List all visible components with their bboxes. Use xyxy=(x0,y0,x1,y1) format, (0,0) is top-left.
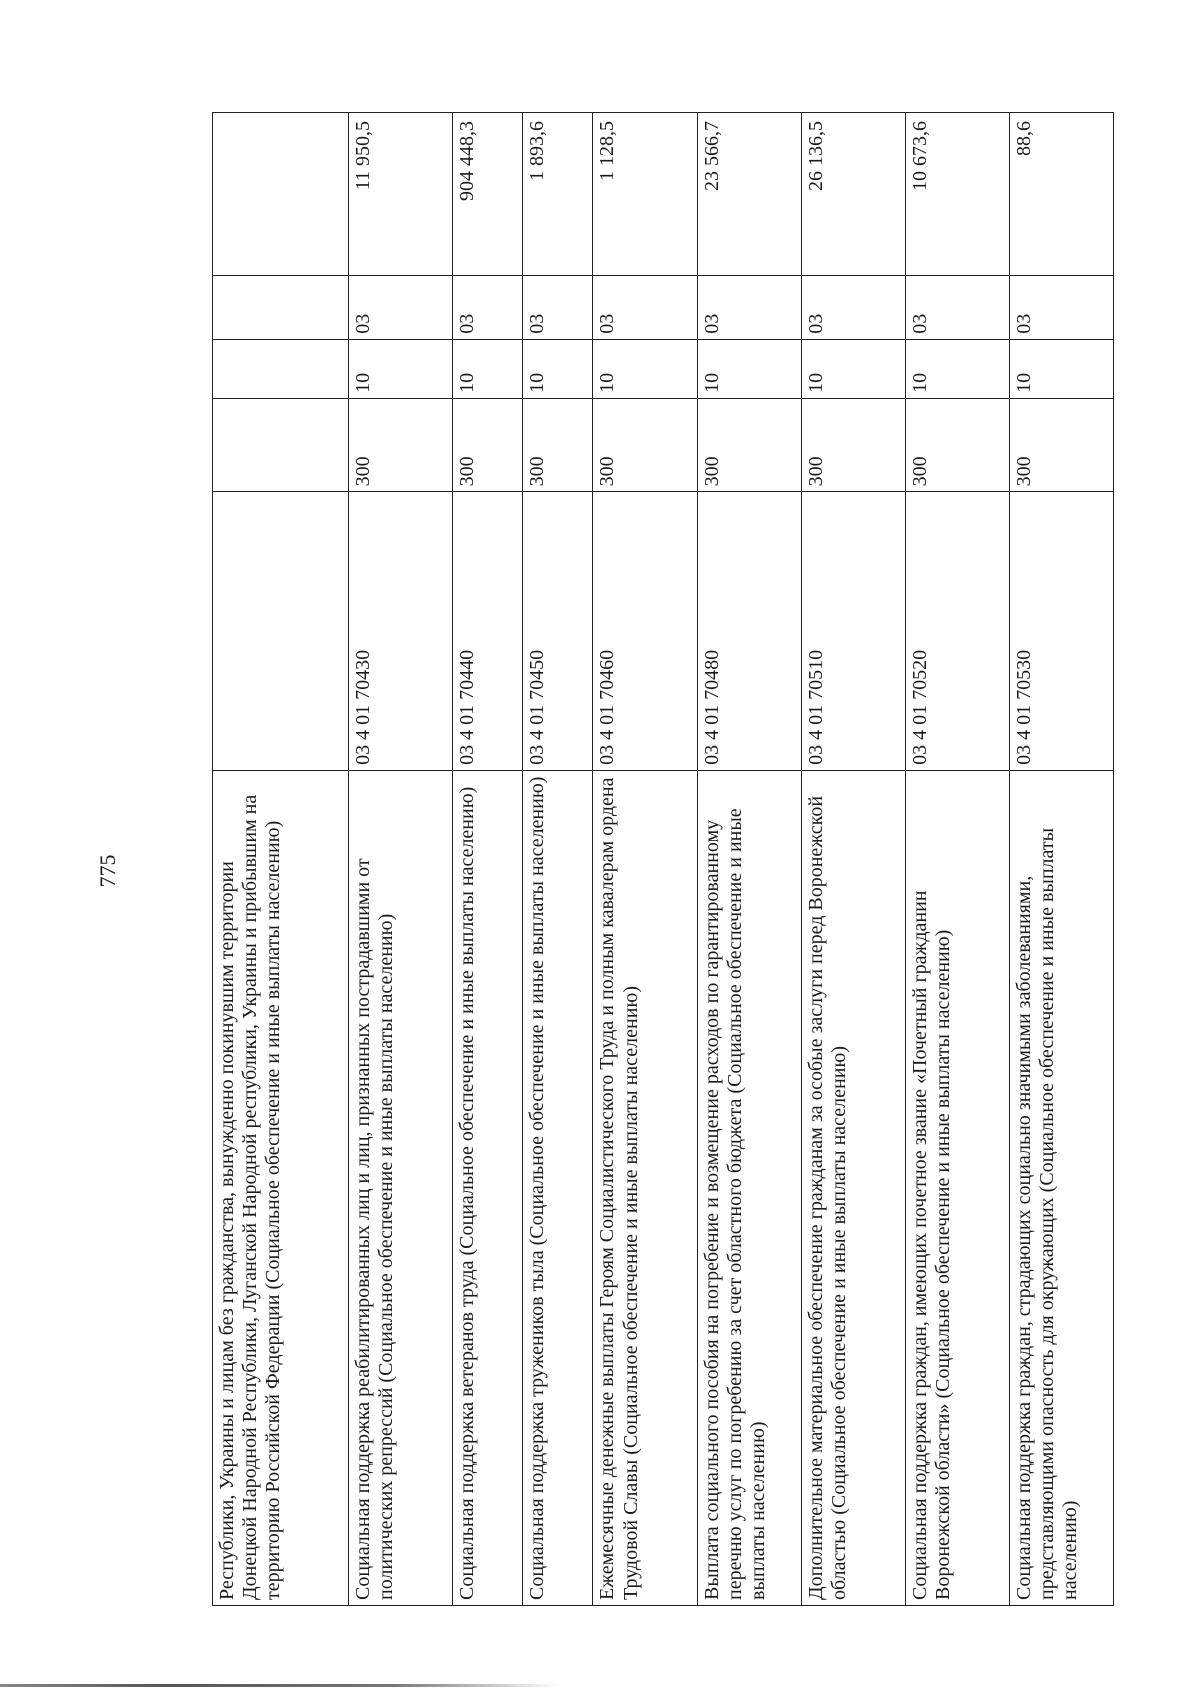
budget-table-wrapper xyxy=(212,112,1114,1606)
table-row xyxy=(801,113,905,1606)
subsection-cell: 03 xyxy=(593,275,697,339)
expense-group-cell: 300 xyxy=(523,398,593,492)
table-row xyxy=(905,113,1009,1606)
target-code-cell: 03 4 01 70520 xyxy=(905,492,1009,770)
target-code-cell: 03 4 01 70510 xyxy=(801,492,905,770)
budget-table xyxy=(212,112,1114,1606)
target-code-cell: 03 4 01 70450 xyxy=(523,492,593,770)
table-row xyxy=(697,113,801,1606)
table-row xyxy=(593,113,697,1606)
subsection-cell: 03 xyxy=(905,275,1009,339)
expense-group-cell: 300 xyxy=(349,398,453,492)
amount-cell: 88,6 xyxy=(1009,113,1113,276)
expense-group-cell: 300 xyxy=(1009,398,1113,492)
amount-cell xyxy=(213,113,349,276)
row-name-cell: Социальная поддержка тружеников тыла (Социальное обеспечение и иные выплаты населению) xyxy=(523,770,593,1605)
row-name-cell: Социальная поддержка граждан, страдающих социально значимыми заболеваниями, представляющими опасность для окружающих (Социальное обеспечение и иные выплаты населению) xyxy=(1009,770,1113,1605)
table-row xyxy=(1009,113,1113,1606)
amount-cell: 1 128,5 xyxy=(593,113,697,276)
target-code-cell: 03 4 01 70460 xyxy=(593,492,697,770)
expense-group-cell: 300 xyxy=(905,398,1009,492)
row-name-cell: Выплата социального пособия на погребение и возмещение расходов по гарантированному перечню услуг по погребению за счет областного бюджета (Социальное обеспечение и иные выплаты населению) xyxy=(697,770,801,1605)
scan-edge-line xyxy=(0,1684,560,1687)
amount-cell: 904 448,3 xyxy=(453,113,523,276)
row-name-cell: Социальная поддержка граждан, имеющих почетное звание «Почетный гражданин Воронежской области» (Социальное обеспечение и иные выплаты населению) xyxy=(905,770,1009,1605)
amount-cell: 23 566,7 xyxy=(697,113,801,276)
section-cell: 10 xyxy=(697,339,801,398)
table-row xyxy=(523,113,593,1606)
target-code-cell: 03 4 01 70440 xyxy=(453,492,523,770)
table-row xyxy=(349,113,453,1606)
target-code-cell xyxy=(213,492,349,770)
amount-cell: 26 136,5 xyxy=(801,113,905,276)
section-cell: 10 xyxy=(801,339,905,398)
expense-group-cell xyxy=(213,398,349,492)
section-cell: 10 xyxy=(349,339,453,398)
section-cell xyxy=(213,339,349,398)
page-number: 775 xyxy=(95,854,120,888)
amount-cell: 10 673,6 xyxy=(905,113,1009,276)
amount-cell: 11 950,5 xyxy=(349,113,453,276)
subsection-cell: 03 xyxy=(453,275,523,339)
expense-group-cell: 300 xyxy=(453,398,523,492)
row-name-cell: Ежемесячные денежные выплаты Героям Социалистического Труда и полным кавалерам ордена Трудовой Славы (Социальное обеспечение и иные выплаты населению) xyxy=(593,770,697,1605)
row-name-cell: Дополнительное материальное обеспечение гражданам за особые заслуги перед Воронежской областью (Социальное обеспечение и иные выплаты населению) xyxy=(801,770,905,1605)
row-name-cell: Республики, Украины и лицам без гражданства, вынужденно покинувшим территории Донецкой Народной Республики, Луганской Народной республики, Украины и прибывшим на территорию Российской Федерации (Социальное обеспечение и иные выплаты населению) xyxy=(213,770,349,1605)
expense-group-cell: 300 xyxy=(697,398,801,492)
subsection-cell: 03 xyxy=(1009,275,1113,339)
target-code-cell: 03 4 01 70430 xyxy=(349,492,453,770)
section-cell: 10 xyxy=(453,339,523,398)
row-name-cell: Социальная поддержка ветеранов труда (Социальное обеспечение и иные выплаты населению) xyxy=(453,770,523,1605)
table-row xyxy=(213,113,349,1606)
expense-group-cell: 300 xyxy=(801,398,905,492)
section-cell: 10 xyxy=(905,339,1009,398)
target-code-cell: 03 4 01 70480 xyxy=(697,492,801,770)
section-cell: 10 xyxy=(523,339,593,398)
row-name-cell: Социальная поддержка реабилитированных лиц и лиц, признанных пострадавшими от политических репрессий (Социальное обеспечение и иные выплаты населению) xyxy=(349,770,453,1605)
amount-cell: 1 893,6 xyxy=(523,113,593,276)
target-code-cell: 03 4 01 70530 xyxy=(1009,492,1113,770)
subsection-cell xyxy=(213,275,349,339)
subsection-cell: 03 xyxy=(523,275,593,339)
table-row xyxy=(453,113,523,1606)
subsection-cell: 03 xyxy=(697,275,801,339)
subsection-cell: 03 xyxy=(801,275,905,339)
section-cell: 10 xyxy=(593,339,697,398)
subsection-cell: 03 xyxy=(349,275,453,339)
section-cell: 10 xyxy=(1009,339,1113,398)
expense-group-cell: 300 xyxy=(593,398,697,492)
